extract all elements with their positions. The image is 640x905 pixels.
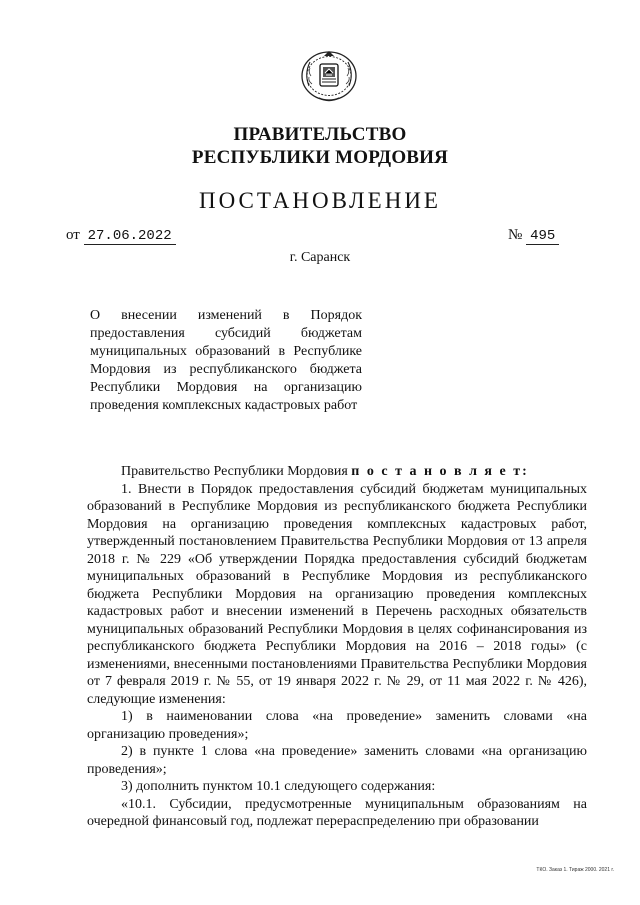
organization-name-line1: ПРАВИТЕЛЬСТВО [233,124,407,145]
organization-name-line2: РЕСПУБЛИКИ МОРДОВИЯ [191,147,449,168]
number-prefix: № [508,227,523,243]
date-prefix: от [66,227,80,243]
document-type-title: ПОСТАНОВЛЕНИЕ [199,188,441,213]
document-body [87,463,587,831]
coat-of-arms-emblem [298,46,360,104]
intro-text: Правительство Республики Мордовия [121,464,348,479]
city: г. Саранск [289,250,351,265]
document-date: 27.06.2022 [84,228,176,245]
paragraph-3: 2) в пункте 1 слова «на проведение» заменить словами «на организацию проведения»; [87,744,587,777]
document-number: 495 [526,228,559,245]
paragraph-2: 1) в наименовании слова «на проведение» заменить словами «на организацию проведения»; [87,709,587,742]
document-subject: О внесении изменений в Порядок предоставления субсидий бюджетам муниципальных образований в Республике Мордовия из республиканского бюджета Республики Мордовия на организацию проведения комплексных кадастровых работ [90,308,362,413]
decides-text: п о с т а н о в л я е т: [351,464,529,479]
intro-paragraph [87,463,587,481]
number-line [508,227,559,245]
paragraph-1: 1. Внести в Порядок предоставления субсидий бюджетам муниципальных образований в Республике Мордовия из республиканского бюджета Республики Мордовия на организацию проведения комплексных кадастровых работ, утвержденный постановлением Правительства Республики Мордовия от 13 апреля 2018 г. № 229 «Об утверждении Порядка предоставления субсидий бюджетам муниципальных образований в Республике Мордовия из республиканского бюджета Республики Мордовия на организацию проведения комплексных кадастровых работ и внесении изменений в Перечень расходных обязательств муниципальных образований Республики Мордовия в целях софинансирования из республиканского бюджета Республики Мордовия на 2016 – 2018 годы» (с изменениями, внесенными постановлениями Правительства Республики Мордовия от 7 февраля 2019 г. № 55, от 19 января 2022 г. № 29, от 11 мая 2022 г. № 426), следующие изменения: [87,481,587,707]
print-footer: ТКО. Заказ 1. Тираж 2000. 2021 г. [536,867,614,873]
paragraph-5: «10.1. Субсидии, предусмотренные муниципальным образованиям на очередной финансовый год, подлежат перераспределению при образовании [87,796,587,829]
paragraph-4: 3) дополнить пунктом 10.1 следующего содержания: [121,779,436,794]
date-line [66,227,176,245]
